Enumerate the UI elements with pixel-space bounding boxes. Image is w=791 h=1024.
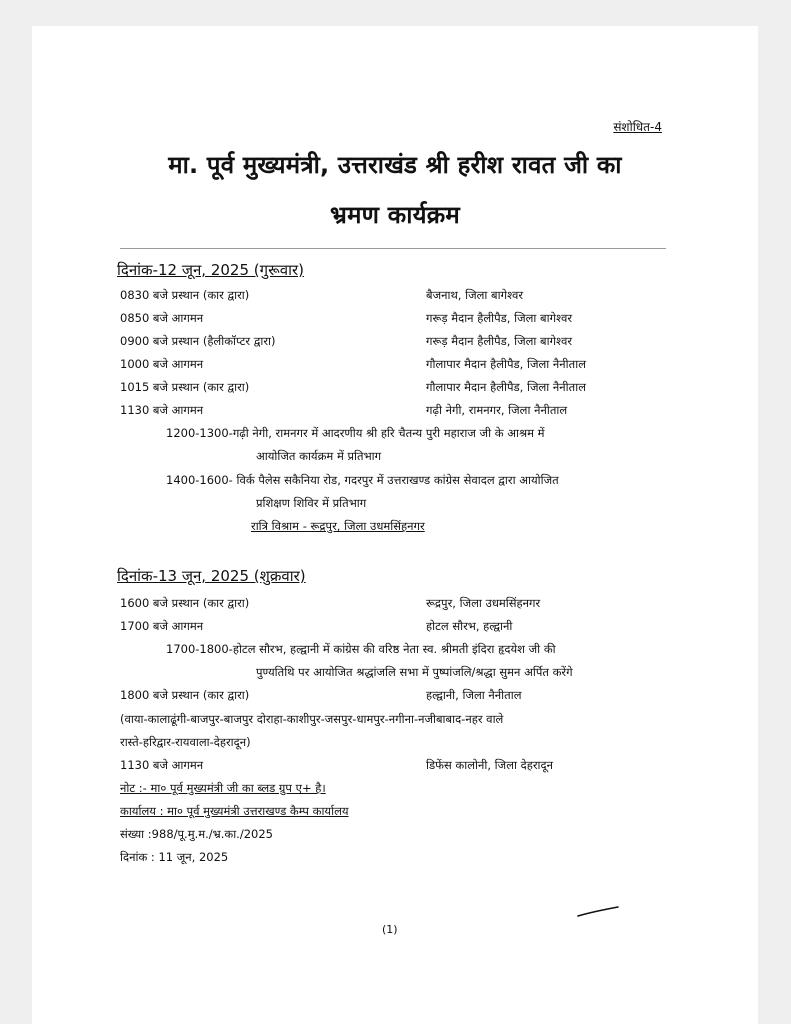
schedule-row [120, 311, 680, 331]
event-line: 1700-1800-होटल सौरभ, हल्द्वानी में कांग्रेस की वरिष्ठ नेता स्व. श्रीमती इंदिरा हृदयेश जी की [166, 642, 556, 656]
schedule-place: हल्द्वानी, जिला नैनीताल [426, 688, 522, 702]
schedule-time: 1000 बजे आगमन [120, 357, 204, 371]
schedule-place: होटल सौरभ, हल्द्वानी [426, 619, 513, 633]
schedule-place: गढ़ी नेगी, रामनगर, जिला नैनीताल [426, 403, 568, 417]
document-page [32, 26, 758, 1024]
schedule-row [120, 619, 680, 639]
schedule-row [120, 403, 680, 423]
title-divider [120, 248, 666, 249]
schedule-place: गौलापार मैदान हैलीपैड, जिला नैनीताल [426, 357, 586, 371]
schedule-place: डिफेंस कालोनी, जिला देहरादून [426, 758, 554, 772]
page-number: (1) [382, 923, 398, 936]
day1-date-heading: दिनांक-12 जून, 2025 (गुरूवार) [117, 261, 304, 279]
schedule-time: 0830 बजे प्रस्थान (कार द्वारा) [120, 288, 250, 302]
event-line: 1400-1600- विर्क पैलेस सकैनिया रोड, गदरपुर में उत्तराखण्ड कांग्रेस सेवादल द्वारा आयोजित [166, 473, 559, 487]
blood-group-note: नोट :- मा० पूर्व मुख्यमंत्री जी का ब्लड ग्रुप ए+ है। [120, 781, 326, 795]
schedule-row [120, 288, 680, 308]
document-title-line2: भ्रमण कार्यक्रम [330, 201, 460, 229]
route-line: रास्ते-हरिद्वार-रायवाला-देहरादून) [120, 735, 251, 749]
schedule-place: गरूड़ मैदान हैलीपैड, जिला बागेश्वर [426, 311, 573, 325]
event-line: आयोजित कार्यक्रम में प्रतिभाग [256, 449, 382, 463]
schedule-row [120, 334, 680, 354]
schedule-time: 0900 बजे प्रस्थान (हैलीकॉप्टर द्वारा) [120, 334, 276, 348]
schedule-place: बैजनाथ, जिला बागेश्वर [426, 288, 524, 302]
schedule-time: 1130 बजे आगमन [120, 403, 204, 417]
route-line: (वाया-कालाढूंगी-बाजपुर-बाजपुर दोराहा-काशीपुर-जसपुर-धामपुर-नगीना-नजीबाबाद-नहर वाले [120, 712, 504, 726]
event-line: 1200-1300-गढ़ी नेगी, रामनगर में आदरणीय श्री हरि चैतन्य पुरी महाराज जी के आश्रम में [166, 426, 545, 440]
event-line: प्रशिक्षण शिविर में प्रतिभाग [256, 496, 367, 510]
signature-mark [576, 906, 620, 918]
document-title-line1: मा. पूर्व मुख्यमंत्री, उत्तराखंड श्री हरीश रावत जी का [168, 151, 622, 179]
schedule-time: 1130 बजे आगमन [120, 758, 204, 772]
issue-date: दिनांक : 11 जून, 2025 [120, 850, 229, 864]
night-stay: रात्रि विश्राम - रूद्रपुर, जिला उधमसिंहनगर [251, 519, 425, 533]
schedule-row [120, 357, 680, 377]
schedule-row [120, 596, 680, 616]
schedule-time: 1700 बजे आगमन [120, 619, 204, 633]
schedule-time: 1015 बजे प्रस्थान (कार द्वारा) [120, 380, 250, 394]
schedule-row [120, 380, 680, 400]
revision-label: संशोधित-4 [613, 120, 662, 134]
schedule-row [120, 758, 680, 778]
day2-date-heading: दिनांक-13 जून, 2025 (शुक्रवार) [117, 567, 306, 585]
schedule-time: 1800 बजे प्रस्थान (कार द्वारा) [120, 688, 250, 702]
schedule-time: 0850 बजे आगमन [120, 311, 204, 325]
event-line: पुण्यतिथि पर आयोजित श्रद्धांजलि सभा में पुष्पांजलि/श्रद्धा सुमन अर्पित करेंगे [256, 665, 573, 679]
office-line: कार्यालय : मा० पूर्व मुख्यमंत्री उत्तराखण्ड कैम्प कार्यालय [120, 804, 349, 818]
schedule-place: गरूड़ मैदान हैलीपैड, जिला बागेश्वर [426, 334, 573, 348]
reference-number: संख्या :988/पू.मु.म./भ्र.का./2025 [120, 827, 273, 841]
schedule-row [120, 688, 680, 708]
schedule-place: रूद्रपुर, जिला उधमसिंहनगर [426, 596, 541, 610]
schedule-place: गौलापार मैदान हैलीपैड, जिला नैनीताल [426, 380, 586, 394]
schedule-time: 1600 बजे प्रस्थान (कार द्वारा) [120, 596, 250, 610]
